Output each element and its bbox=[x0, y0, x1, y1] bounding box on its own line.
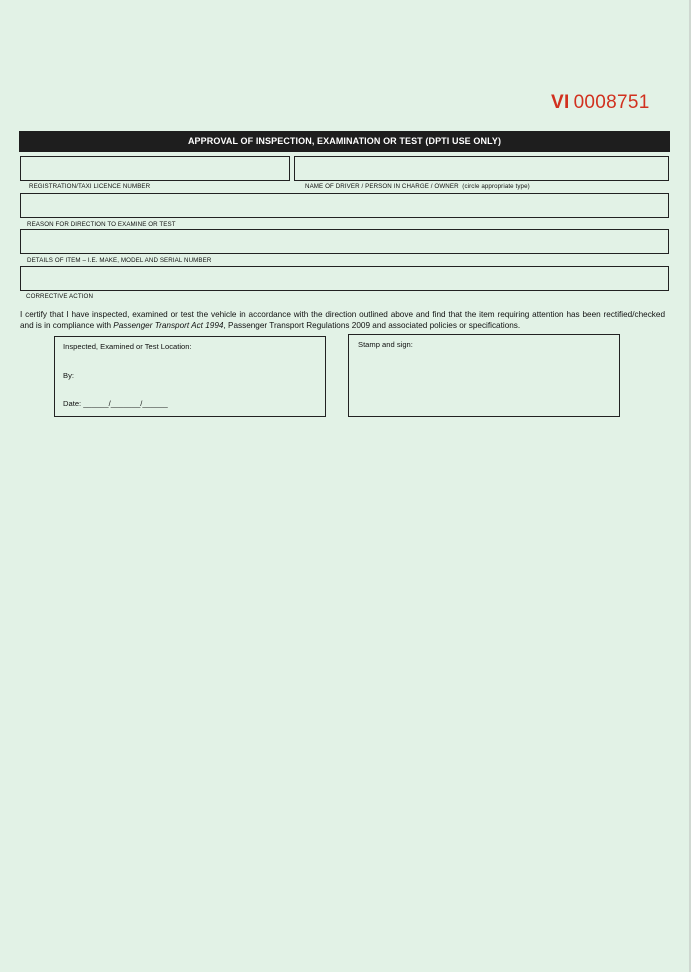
serial-digits: 0008751 bbox=[573, 92, 650, 113]
driver-label-note: (circle appropriate type) bbox=[462, 183, 530, 190]
registration-label: REGISTRATION/TAXI LICENCE NUMBER bbox=[29, 183, 151, 190]
date-line bbox=[63, 399, 168, 408]
by-label: By: bbox=[63, 371, 74, 380]
corrective-action-label: CORRECTIVE ACTION bbox=[26, 293, 94, 300]
form-header: APPROVAL OF INSPECTION, EXAMINATION OR TEST (DPTI USE ONLY) bbox=[19, 131, 670, 152]
details-field[interactable] bbox=[20, 229, 669, 254]
certification-text-1: I certify that I have inspected, examined or test the vehicle in accordance with the direction outlined above and find that the item requiring attention has been rectified/checked and is in compliance with bbox=[20, 310, 665, 330]
corrective-action-field[interactable] bbox=[20, 266, 669, 291]
reason-field[interactable] bbox=[20, 193, 669, 218]
certification-act: Passenger Transport Act 1994 bbox=[113, 321, 224, 330]
driver-name-field[interactable] bbox=[294, 156, 669, 181]
stamp-box[interactable] bbox=[348, 334, 620, 417]
certification-text-2: , Passenger Transport Regulations 2009 and associated policies or specifications. bbox=[223, 321, 521, 330]
serial-prefix: VI bbox=[551, 92, 570, 113]
serial-number bbox=[551, 92, 650, 114]
details-label: DETAILS OF ITEM – I.E. MAKE, MODEL AND SERIAL NUMBER bbox=[27, 257, 212, 264]
location-box[interactable] bbox=[54, 336, 326, 417]
reason-label: REASON FOR DIRECTION TO EXAMINE OR TEST bbox=[27, 221, 176, 228]
driver-label-text: NAME OF DRIVER / PERSON IN CHARGE / OWNER bbox=[305, 183, 459, 190]
date-blank: ______/_______/______ bbox=[83, 399, 168, 408]
location-label: Inspected, Examined or Test Location: bbox=[63, 342, 192, 351]
date-label: Date: bbox=[63, 399, 82, 408]
registration-field[interactable] bbox=[20, 156, 290, 181]
certification-statement bbox=[20, 309, 665, 331]
stamp-label: Stamp and sign: bbox=[358, 340, 413, 349]
driver-label bbox=[305, 183, 530, 190]
